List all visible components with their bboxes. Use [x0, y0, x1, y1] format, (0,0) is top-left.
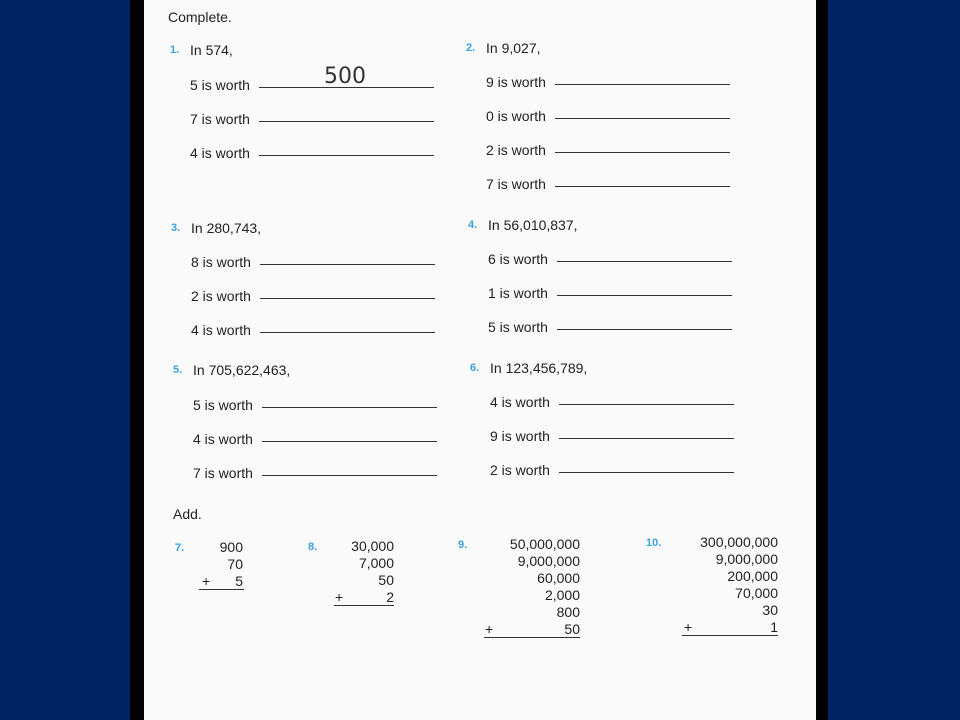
addend: 9,000,000	[517, 553, 580, 569]
problem-number: 10.	[646, 537, 662, 549]
row-label: 4 is worth	[191, 322, 251, 338]
problem-prompt: In 574,	[190, 42, 233, 58]
row-label: 9 is worth	[486, 74, 546, 90]
row-label: 0 is worth	[486, 108, 546, 124]
row-label: 2 is worth	[490, 462, 550, 478]
handwritten-answer: 500	[324, 64, 366, 89]
problem-number: 9.	[458, 539, 468, 551]
answer-line[interactable]	[260, 298, 435, 299]
answer-line[interactable]	[262, 441, 437, 442]
complete-heading: Complete.	[168, 9, 232, 25]
addend: 1	[770, 619, 778, 635]
answer-line[interactable]	[557, 329, 732, 330]
add-heading: Add.	[173, 506, 202, 522]
addend: 50	[378, 572, 394, 588]
problem-number: 3.	[171, 222, 181, 234]
answer-line[interactable]	[555, 118, 730, 119]
row-label: 6 is worth	[488, 251, 548, 267]
answer-line[interactable]	[262, 475, 437, 476]
problem-number: 8.	[308, 541, 318, 553]
addend: 70	[227, 556, 243, 572]
problem-number: 1.	[170, 44, 180, 56]
worksheet-page	[144, 0, 816, 720]
addend-column	[494, 536, 580, 638]
sum-line[interactable]	[334, 605, 394, 606]
addend: 2,000	[544, 587, 580, 603]
plus-sign: +	[485, 621, 494, 637]
answer-line[interactable]	[557, 295, 732, 296]
row-label: 5 is worth	[190, 77, 250, 93]
addend: 30,000	[351, 538, 394, 554]
problem-number: 5.	[173, 364, 183, 376]
answer-line[interactable]	[260, 332, 435, 333]
problem-number: 4.	[468, 219, 478, 231]
answer-line[interactable]	[262, 407, 437, 408]
addend: 200,000	[727, 568, 778, 584]
plus-sign: +	[335, 589, 344, 605]
answer-line[interactable]	[555, 152, 730, 153]
addend: 900	[219, 539, 243, 555]
row-label: 4 is worth	[193, 431, 253, 447]
answer-line[interactable]	[555, 84, 730, 85]
addend: 300,000,000	[700, 534, 778, 550]
addend: 800	[556, 604, 580, 620]
answer-line[interactable]	[559, 438, 734, 439]
row-label: 8 is worth	[191, 254, 251, 270]
addend: 60,000	[537, 570, 580, 586]
row-label: 7 is worth	[193, 465, 253, 481]
addend-column	[682, 534, 778, 636]
answer-line[interactable]	[260, 264, 435, 265]
sum-line[interactable]	[682, 635, 778, 636]
answer-line[interactable]	[559, 472, 734, 473]
row-label: 4 is worth	[190, 145, 250, 161]
answer-line[interactable]	[259, 121, 434, 122]
row-label: 5 is worth	[193, 397, 253, 413]
plus-sign: +	[684, 619, 693, 635]
addend: 9,000,000	[715, 551, 778, 567]
addend: 5	[235, 573, 243, 589]
addend: 30	[762, 602, 778, 618]
row-label: 4 is worth	[490, 394, 550, 410]
row-label: 1 is worth	[488, 285, 548, 301]
problem-number: 7.	[175, 542, 185, 554]
sum-line[interactable]	[199, 589, 244, 590]
problem-prompt: In 123,456,789,	[490, 360, 588, 376]
answer-line[interactable]	[559, 404, 734, 405]
addend: 7,000	[358, 555, 394, 571]
problem-number: 2.	[466, 42, 476, 54]
row-label: 7 is worth	[486, 176, 546, 192]
plus-sign: +	[202, 573, 211, 589]
addend: 2	[386, 589, 394, 605]
addend: 50,000,000	[509, 536, 580, 552]
problem-number: 6.	[470, 362, 480, 374]
problem-prompt: In 9,027,	[486, 40, 541, 56]
problem-prompt: In 705,622,463,	[193, 362, 291, 378]
problem-prompt: In 56,010,837,	[488, 217, 578, 233]
row-label: 7 is worth	[190, 111, 250, 127]
answer-line[interactable]	[557, 261, 732, 262]
row-label: 2 is worth	[191, 288, 251, 304]
answer-line[interactable]	[555, 186, 730, 187]
addend: 70,000	[735, 585, 778, 601]
answer-line[interactable]	[259, 155, 434, 156]
addend: 50	[564, 621, 580, 637]
problem-prompt: In 280,743,	[191, 220, 262, 236]
row-label: 9 is worth	[490, 428, 550, 444]
sum-line[interactable]	[484, 637, 580, 638]
row-label: 5 is worth	[488, 319, 548, 335]
row-label: 2 is worth	[486, 142, 546, 158]
